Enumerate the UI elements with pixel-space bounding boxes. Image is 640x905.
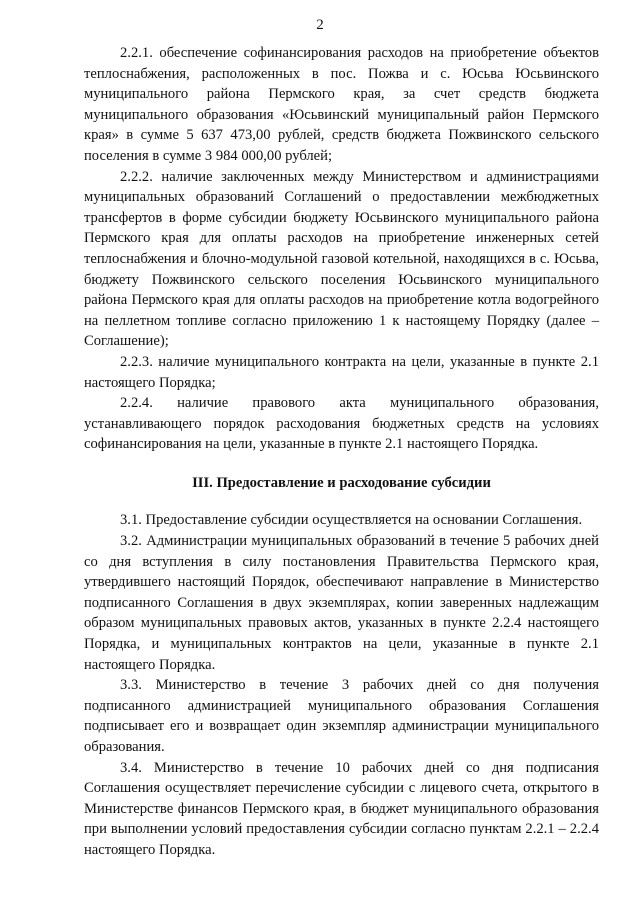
clause-3-2: 3.2. Администрации муниципальных образований в течение 5 рабочих дней со дня вступления в силу постановления Правительства Пермского края, утвердившего настоящий Порядок, обеспечивают направление в Министерство подписанного Соглашения в двух экземплярах, копии заверенных надлежащим образом муниципальных правовых актов, указанных в пункте 2.2.4 настоящего Порядка, и муниципальных контрактов на цели, указанные в пункте 2.1 настоящего Порядка. — [84, 533, 599, 673]
document-body — [84, 43, 599, 861]
clause-3-1: 3.1. Предоставление субсидии осуществляется на основании Соглашения. — [120, 512, 583, 529]
clause-2-2-4: 2.2.4. наличие правового акта муниципального образования, устанавливающего порядок расходования бюджетных средств на условиях софинансирования на цели, указанные в пункте 2.1 настоящего Порядка. — [84, 395, 599, 453]
clause-2-2-3: 2.2.3. наличие муниципального контракта на цели, указанные в пункте 2.1 настоящего Порядка; — [84, 353, 599, 391]
page-number: 2 — [316, 17, 324, 33]
clause-2-2-2: 2.2.2. наличие заключенных между Министерством и администрациями муниципальных образований Соглашений о предоставлении межбюджетных трансфертов в форме субсидии бюджету Юсьвинского муниципального района Пермского края для оплаты расходов на приобретение инженерных сетей теплоснабжения и блочно-модульной газовой котельной, находящихся в с. Юсьва, бюджету Пожвинского сельского поселения Юсьвинского муниципального района Пермского края для оплаты расходов на приобретение котла водогрейного на пеллетном топливе согласно приложению 1 к настоящему Порядку (далее – Соглашение); — [84, 168, 599, 350]
clause-3-3: 3.3. Министерство в течение 3 рабочих дней со дня получения подписанного администрацией муниципального образования Соглашения подписывает его и возвращает один экземпляр администрации муниципального образования. — [84, 677, 599, 755]
clause-3-4: 3.4. Министерство в течение 10 рабочих дней со дня подписания Соглашения осуществляет перечисление субсидии с лицевого счета, открытого в Министерстве финансов Пермского края, в бюджет муниципального образования при выполнении условий предоставления субсидии согласно пунктам 2.2.1 – 2.2.4 настоящего Порядка. — [84, 759, 599, 858]
section-3-heading: III. Предоставление и расходование субсидии — [192, 474, 491, 491]
clause-2-2-1: 2.2.1. обеспечение софинансирования расходов на приобретение объектов теплоснабжения, расположенных в пос. Пожва и с. Юсьва Юсьвинского муниципального района Пермского края, за счет средств бюджета муниципального образования «Юсьвинский муниципальный район Пермского края» в сумме 5 637 473,00 рублей, средств бюджета Пожвинского сельского поселения в сумме 3 984 000,00 рублей; — [84, 45, 599, 164]
